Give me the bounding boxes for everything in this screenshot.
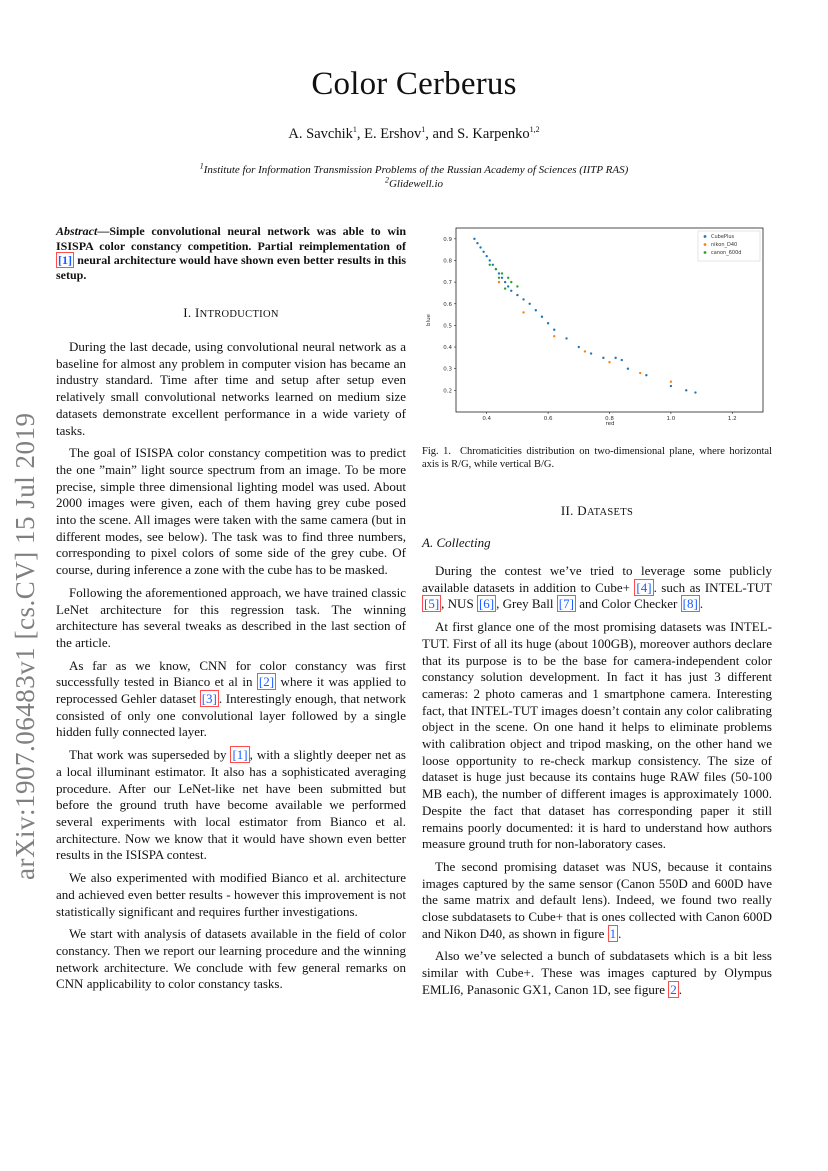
abstract-label: Abstract [56,224,98,238]
figure-caption-text: Chromaticities distribution on two-dimensional plane, where horizontal axis is R/G, while vertical B/G. [422,446,772,470]
affiliation-2 [0,177,828,191]
paragraph-text: , NUS [441,596,477,612]
data-point [670,380,672,382]
x-tick-label: 1.0 [666,416,676,422]
x-tick-label: 0.8 [605,416,614,422]
data-point [498,281,500,283]
author-affiliation-mark: 1 [421,125,426,135]
paragraph-text: The second promising dataset was NUS, because it contains images captured by the same sensor (Canon 550D and 600D have the same matrix and default lens). Indeed, we found two really close subdatasets to Cube+ that is ones collected with Canon 600D and Nikon D40, as shown in figure [422,858,772,941]
citation-link[interactable]: [3] [201,691,217,707]
affiliation-text: Institute for Information Transmission Problems of the Russian Academy of Sciences (IITP RAS) [203,164,629,176]
chromaticity-scatter-plot [422,222,772,428]
x-tick-label: 1.2 [727,416,737,422]
section-title-initial: D [577,503,587,518]
y-tick-label: 0.9 [443,236,452,243]
data-point [495,268,497,270]
citation-link[interactable]: [2] [258,674,275,690]
data-point [522,311,524,313]
figure-link[interactable]: 1 [609,925,617,941]
citation-link[interactable]: [4] [636,579,652,595]
paragraph: During the last decade, using convolutional neural network as a baseline for almost any problem in computer vision has became an industry standard. Time after time and setup after setup even relatively small convolutional networks learned on medium size datasets demonstrate excellent performance in a wide variety of tasks. [56,339,406,438]
data-point [522,298,524,300]
paragraph: We also experimented with modified Bianco et al. architecture and achieved even better results - however this improvement is not statistically significant and requires further investigations. [56,870,406,919]
citation-link[interactable]: [7] [558,596,574,612]
section-title-rest: NTRODUCTION [199,309,279,320]
data-point [535,309,537,311]
paragraph [422,859,772,943]
datasets-body [422,563,772,999]
abstract-dash: — [97,224,110,238]
paragraph: At first glance one of the most promising datasets was INTEL-TUT. First of all its huge (about 100GB), moreover authors declare that its purpose is to be the base for camera-independent color constancy solution development. In fact it has just 3 different cameras: 2 photo cameras and 1 smartphone camera. Interesting fact, that INTEL-TUT images doesn’t contain any color calibrating object in the scene. On one hand it helps to eliminate problems with calibration object and tripod masking, on the other hand we loose opportunity to re-check markup consistency. The size of dataset is huge just because its contains huge RAW files (50-100 MB each), the number of different images is approximately 1000. Despite the fact that dataset has corresponding paper it still remains poorly documented: it is hard to understand how authors measure ground truth for non-laboratory cases. [422,619,772,852]
y-tick-label: 0.3 [443,366,452,373]
section-title-rest: ATASETS [586,507,634,518]
data-point [565,337,567,339]
data-point [504,287,506,289]
affiliation-1 [0,163,828,177]
section-heading-introduction [56,305,406,324]
citation-link[interactable]: [5] [424,596,440,612]
legend-label: nikon_D40 [711,242,738,248]
paragraph: The goal of ISISPA color constancy competition was to predict the one ”main” light source spectrum from an image. To be more precise, simple three dimensional lighting model was used. About 2000 images were given, each of them having grey cube posed into the scene. All images were taken with the same camera (but in different modes, see below). The task was to find three numbers, corresponding to pixel colors of some side of the grey cube. Of course, during inference a zone with the cube has to be masked. [56,445,406,578]
paper-title: Color Cerberus [311,66,517,102]
data-point [553,335,555,337]
data-point [504,281,506,283]
paragraph-text: . [618,925,622,941]
paragraph-text: where it was applied to reprocessed Gehler dataset [56,674,406,707]
author-name: S. Karpenko [457,126,530,142]
data-point [479,246,481,248]
paragraph-text: . [699,596,704,612]
abstract-text: Simple convolutional neural network was able to win ISISPA color constancy competition. Partial reimplementation of [56,224,406,253]
data-point [489,264,491,266]
data-point [621,359,623,361]
data-point [584,350,586,352]
data-point [614,357,616,359]
paragraph [56,658,406,742]
paragraph-text: . [678,981,682,997]
citation-link[interactable]: [1] [232,747,248,763]
y-axis-label: blue [426,314,432,326]
paragraph-text: As far as we know, CNN for color constancy was first successfully tested in Bianco et al in [56,657,406,690]
paragraph: We start with analysis of datasets available in the field of color constancy. Then we report our learning procedure and the winning network architecture. We conclude with few general remarks on CNN applicability to color constancy tasks. [56,926,406,992]
data-point [489,259,491,261]
paragraph: Following the aforementioned approach, we have trained classic LeNet architecture for this regression task. The winning architecture has several tweaks as described in the last section of the article. [56,584,406,650]
y-tick-label: 0.8 [443,258,452,265]
data-point [516,294,518,296]
affiliations [0,163,828,191]
figure-link[interactable]: 2 [670,981,677,997]
paragraph-text: During the contest we’ve tried to leverage some publicly available datasets in addition to Cube+ [422,563,772,595]
data-point [492,264,494,266]
data-point [476,242,478,244]
introduction-body [56,339,406,993]
data-point [501,277,503,279]
figure-caption [422,445,772,471]
paragraph [422,563,772,613]
paragraph-text: and Color Checker [575,596,681,612]
figure-1 [422,222,772,428]
abstract-text: neural architecture would have shown even better results in this setup. [56,253,406,282]
x-tick-label: 0.4 [482,416,492,422]
legend-label: CubePlus [711,234,735,240]
data-point [516,285,518,287]
data-point [507,285,509,287]
affiliation-mark: 1 [199,161,204,171]
citation-link[interactable]: [8] [682,596,698,612]
data-point [507,277,509,279]
paragraph-text: , Grey Ball [496,596,557,612]
data-point [498,272,500,274]
data-point [590,352,592,354]
x-axis-label: red [605,421,615,427]
data-point [553,329,555,331]
data-point [498,277,500,279]
paragraph-text: That work was superseded by [69,747,231,763]
data-point [473,238,475,240]
data-point [608,361,610,363]
section-number: II. [560,503,578,518]
legend-marker [704,251,707,254]
data-point [482,251,484,253]
data-point [528,303,530,305]
data-point [578,346,580,348]
y-tick-label: 0.4 [443,345,452,352]
data-point [510,290,512,292]
data-point [486,255,488,257]
data-point [510,281,512,283]
data-point [645,374,647,376]
author-name: E. Ershov [364,126,422,142]
section-number: I. [183,305,195,320]
data-point [602,357,604,359]
data-point [639,372,641,374]
y-tick-label: 0.6 [443,301,452,308]
citation-link[interactable]: [1] [58,253,72,267]
author-name: A. Savchik [288,126,353,142]
author-affiliation-mark: 1 [352,125,357,135]
author-affiliation-mark: 1,2 [529,125,540,135]
data-point [541,316,543,318]
y-tick-label: 0.5 [443,323,452,330]
citation-link[interactable]: [6] [478,596,495,612]
legend-marker [704,235,707,238]
y-tick-label: 0.2 [443,388,452,395]
section-title-initial: I [194,305,200,320]
legend-marker [704,243,707,246]
paragraph [422,948,772,998]
arxiv-identifier: arXiv:1907.06483v1 [cs.CV] 15 Jul 2019 [10,412,40,880]
paragraph-text: . such as INTEL-TUT [653,579,772,595]
legend-label: canon_600d [711,250,742,256]
section-heading-datasets [422,503,772,522]
figure-caption-label: Fig. 1. [422,446,452,457]
data-point [627,368,629,370]
paragraph-text: Also we’ve selected a bunch of subdatasets which is a bit less similar with Cube+. These was images captured by Olympus EMLI6, Panasonic GX1, Canon 1D, see figure [422,948,772,997]
affiliation-text: Glidewell.io [388,178,444,190]
author-separator: , and [425,126,458,142]
legend [698,231,760,261]
x-tick-label: 0.6 [543,416,553,422]
affiliation-mark: 2 [384,175,389,185]
data-point [501,272,503,274]
data-point [670,385,672,387]
data-point [685,389,687,391]
paragraph [56,747,406,864]
abstract [56,224,406,282]
paragraph-text: , with a slightly deeper net as a local illuminant estimator. It also has a sophisticated averaging procedure. After our LeNet-like net have been submitted but before the ground truth have become available we performed several experiments with local estimator from Bianco et al. architecture. Now we know that it would have shown even better results in the ISISPA contest. [56,747,406,863]
paragraph-text: . Interestingly enough, that network consisted of only one convolutional layer followed by a single hidden fully connected layer. [56,691,406,740]
data-point [694,391,696,393]
subsection-heading-collecting: A. Collecting [422,535,491,550]
data-point [547,322,549,324]
author-list [0,126,828,143]
author-separator: , [356,126,365,142]
y-tick-label: 0.7 [443,280,452,287]
